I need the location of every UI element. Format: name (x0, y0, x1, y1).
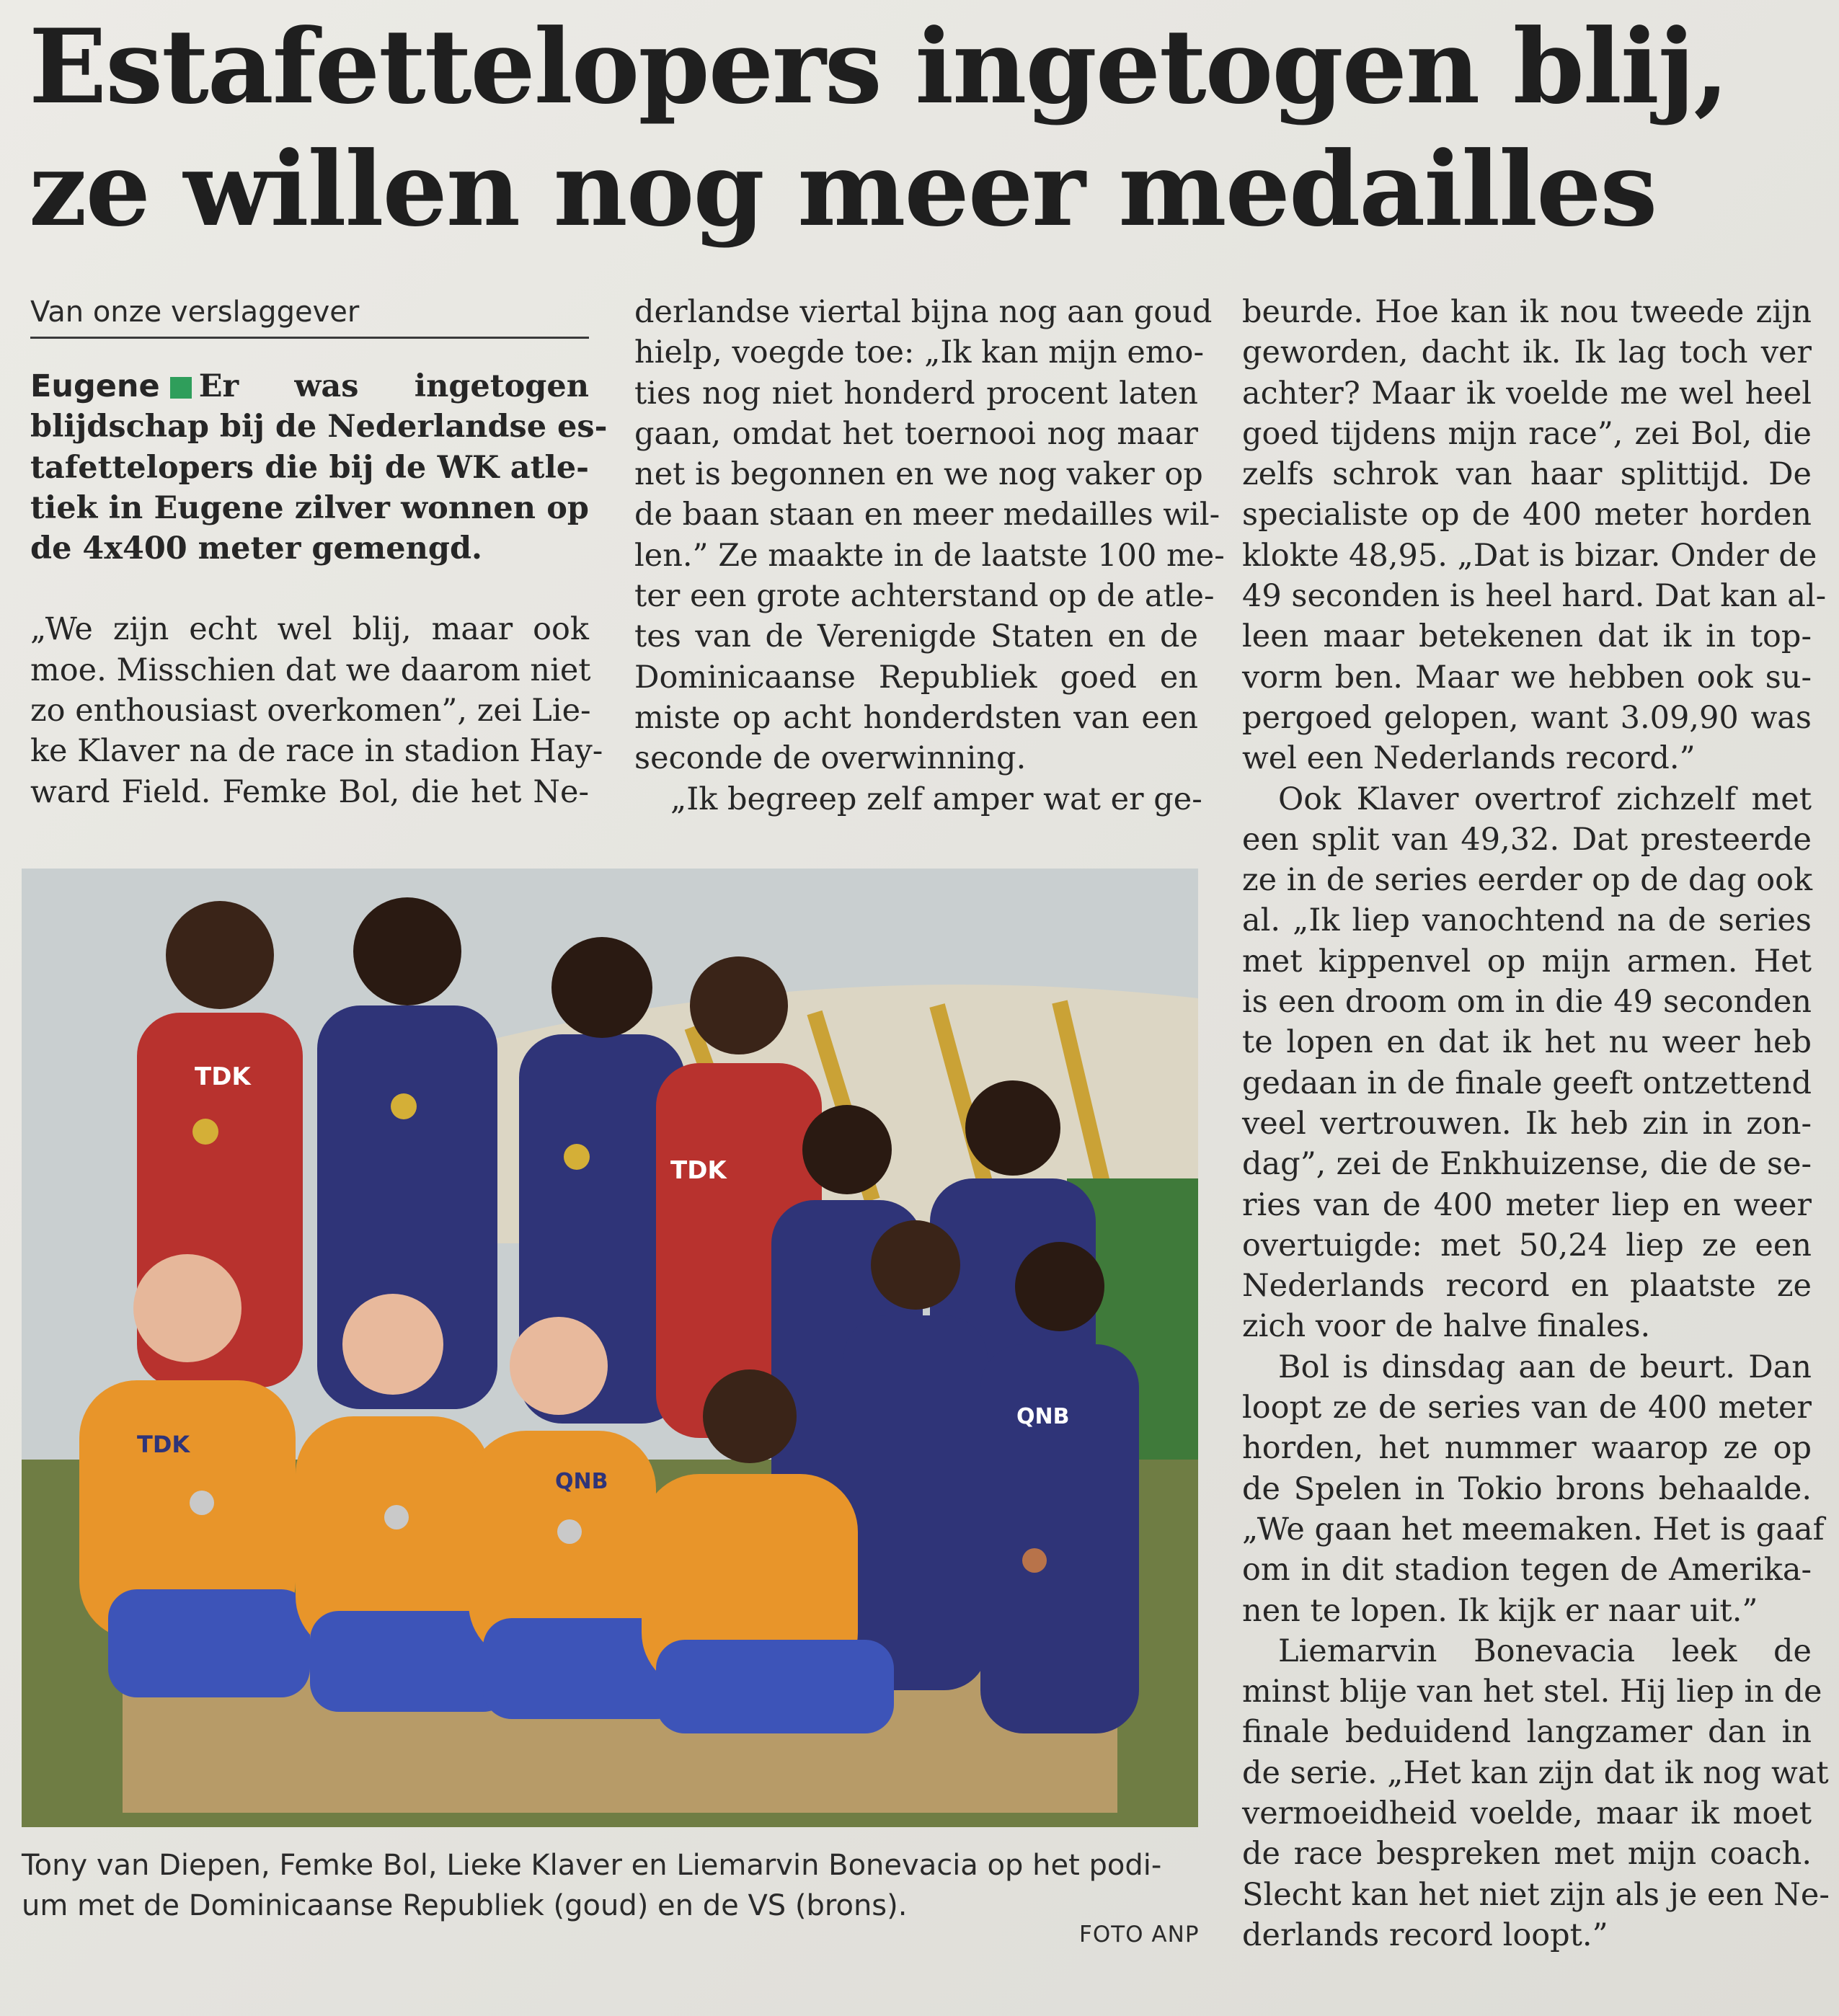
body-line: Dominicaanse Republiek goed en (634, 659, 1198, 696)
body-line: gaan, omdat het toernooi nog maar (634, 415, 1198, 452)
bib-sponsor-text: TDK (670, 1156, 727, 1185)
body-line: achter? Maar ik voelde me wel heel (1242, 375, 1812, 412)
caption-line: um met de Dominicaanse Republiek (goud) en de VS (brons). (22, 1889, 908, 1922)
body-line: Liemarvin Bonevacia leek de (1278, 1633, 1812, 1669)
body-line: ties nog niet honderd procent laten (634, 375, 1198, 412)
body-line: vermoeidheid voelde, maar ik moet (1242, 1795, 1812, 1831)
body-line: ward Field. Femke Bol, die het Ne- (30, 773, 589, 810)
body-line: de race bespreken met mijn coach. (1242, 1836, 1812, 1873)
body-line: nen te lopen. Ik kijk er naar uit.” (1242, 1592, 1758, 1629)
body-line: wel een Nederlands record.” (1242, 740, 1696, 777)
body-line: de serie. „Het kan zijn dat ik nog wat (1242, 1754, 1829, 1791)
body-line: net is begonnen en we nog vaker op (634, 456, 1203, 493)
bib-sponsor-text: QNB (555, 1469, 608, 1494)
body-line: horden, het nummer waarop ze op (1242, 1430, 1812, 1467)
body-line: is een droom om in die 49 seconden (1242, 984, 1812, 1021)
body-line: gedaan in de finale geeft ontzettend (1242, 1065, 1812, 1101)
body-line: al. „Ik liep vanochtend na de series (1242, 902, 1812, 939)
body-line: goed tijdens mijn race”, zei Bol, die (1242, 415, 1812, 452)
body-line: finale beduidend langzamer dan in (1242, 1714, 1812, 1751)
dateline: Eugene (30, 368, 160, 404)
article-column-1 (30, 292, 608, 812)
body-line: 49 seconden is heel hard. Dat kan al- (1242, 578, 1827, 615)
bib-sponsor-text: TDK (195, 1062, 251, 1091)
body-line: minst blije van het stel. Hij liep in de (1242, 1674, 1822, 1710)
body-line: leen maar betekenen dat ik in top- (1242, 618, 1812, 655)
body-line: de baan staan en meer medailles wil- (634, 497, 1220, 533)
body-line: Ook Klaver overtrof zichzelf met (1278, 781, 1812, 817)
bib-sponsor-text: QNB (1016, 1404, 1070, 1429)
article-lead (30, 366, 608, 569)
body-line: „We gaan het meemaken. Het is gaaf (1242, 1511, 1825, 1547)
body-line: veel vertrouwen. Ik heb zin in zon- (1242, 1105, 1812, 1142)
body-line: derlands record loopt.” (1242, 1917, 1608, 1953)
body-line: zich voor de halve finales. (1242, 1308, 1651, 1345)
body-line: Bol is dinsdag aan de beurt. Dan (1278, 1349, 1812, 1385)
body-line: derlandse viertal bijna nog aan goud (634, 294, 1213, 330)
body-line: len.” Ze maakte in de laatste 100 me- (634, 537, 1225, 574)
photo-credit: FOTO ANP (1079, 1922, 1200, 1948)
body-line: een split van 49,32. Dat presteerde (1242, 821, 1812, 858)
article-headline (29, 6, 1802, 251)
podium-photo (22, 869, 1198, 1827)
body-line: hielp, voegde toe: „Ik kan mijn emo- (634, 334, 1204, 371)
green-square-icon (170, 377, 192, 399)
lead-line: tiek in Eugene zilver wonnen op (30, 489, 589, 526)
photo-caption (22, 1845, 1197, 1926)
body-line: „We zijn echt wel blij, maar ook (30, 611, 589, 648)
body-line: miste op acht honderdsten van een (634, 699, 1198, 736)
body-line: de Spelen in Tokio brons behaalde. (1242, 1470, 1812, 1507)
article-column-3 (1242, 292, 1830, 1955)
lead-line: tafettelopers die bij de WK atle- (30, 449, 589, 486)
bib-sponsor-text: TDK (137, 1431, 190, 1458)
body-line: moe. Misschien dat we daarom niet (30, 652, 591, 688)
body-line: loopt ze de series van de 400 meter (1242, 1390, 1812, 1426)
body-line: „Ik begreep zelf amper wat er ge- (670, 781, 1202, 817)
body-line: zelfs schrok van haar splittijd. De (1242, 456, 1812, 493)
headline-line-2: ze willen nog meer medailles (29, 130, 1657, 249)
body-line: tes van de Verenigde Staten en de (634, 618, 1198, 655)
body-line: vorm ben. Maar we hebben ook su- (1242, 659, 1812, 696)
headline-line-1: Estafettelopers ingetogen blij, (29, 7, 1728, 127)
lead-line: Eugene Er was ingetogen (30, 368, 589, 404)
caption-line: Tony van Diepen, Femke Bol, Lieke Klaver en Liemarvin Bonevacia op het podi- (22, 1849, 1162, 1882)
lead-line: de 4x400 meter gemengd. (30, 530, 483, 567)
byline: Van onze verslaggever (30, 292, 589, 339)
lead-line: blijdschap bij de Nederlandse es- (30, 409, 608, 445)
body-line: om in dit stadion tegen de Amerika- (1242, 1552, 1812, 1589)
body-line: te lopen en dat ik het nu weer heb (1242, 1024, 1812, 1061)
body-line: dag”, zei de Enkhuizense, die de se- (1242, 1146, 1812, 1183)
body-line: beurde. Hoe kan ik nou tweede zijn (1242, 294, 1812, 330)
body-line: specialiste op de 400 meter horden (1242, 497, 1812, 533)
body-line: pergoed gelopen, want 3.09,90 was (1242, 699, 1812, 736)
body-line: ze in de series eerder op de dag ook (1242, 862, 1813, 899)
article-column-2 (634, 292, 1225, 820)
body-line: Nederlands record en plaatste ze (1242, 1268, 1812, 1305)
body-line: zo enthousiast overkomen”, zei Lie- (30, 693, 591, 729)
body-line: geworden, dacht ik. Ik lag toch ver (1242, 334, 1812, 371)
body-line: overtuigde: met 50,24 liep ze een (1242, 1227, 1812, 1264)
body-paragraph (30, 609, 603, 812)
body-line: ries van de 400 meter liep en weer (1242, 1186, 1812, 1223)
body-line: ke Klaver na de race in stadion Hay- (30, 733, 603, 770)
body-line: klokte 48,95. „Dat is bizar. Onder de (1242, 537, 1817, 574)
body-line: met kippenvel op mijn armen. Het (1242, 943, 1812, 980)
body-line: ter een grote achterstand op de atle- (634, 578, 1215, 615)
body-line: seconde de overwinning. (634, 740, 1027, 777)
body-line: Slecht kan het niet zijn als je een Ne- (1242, 1876, 1830, 1913)
